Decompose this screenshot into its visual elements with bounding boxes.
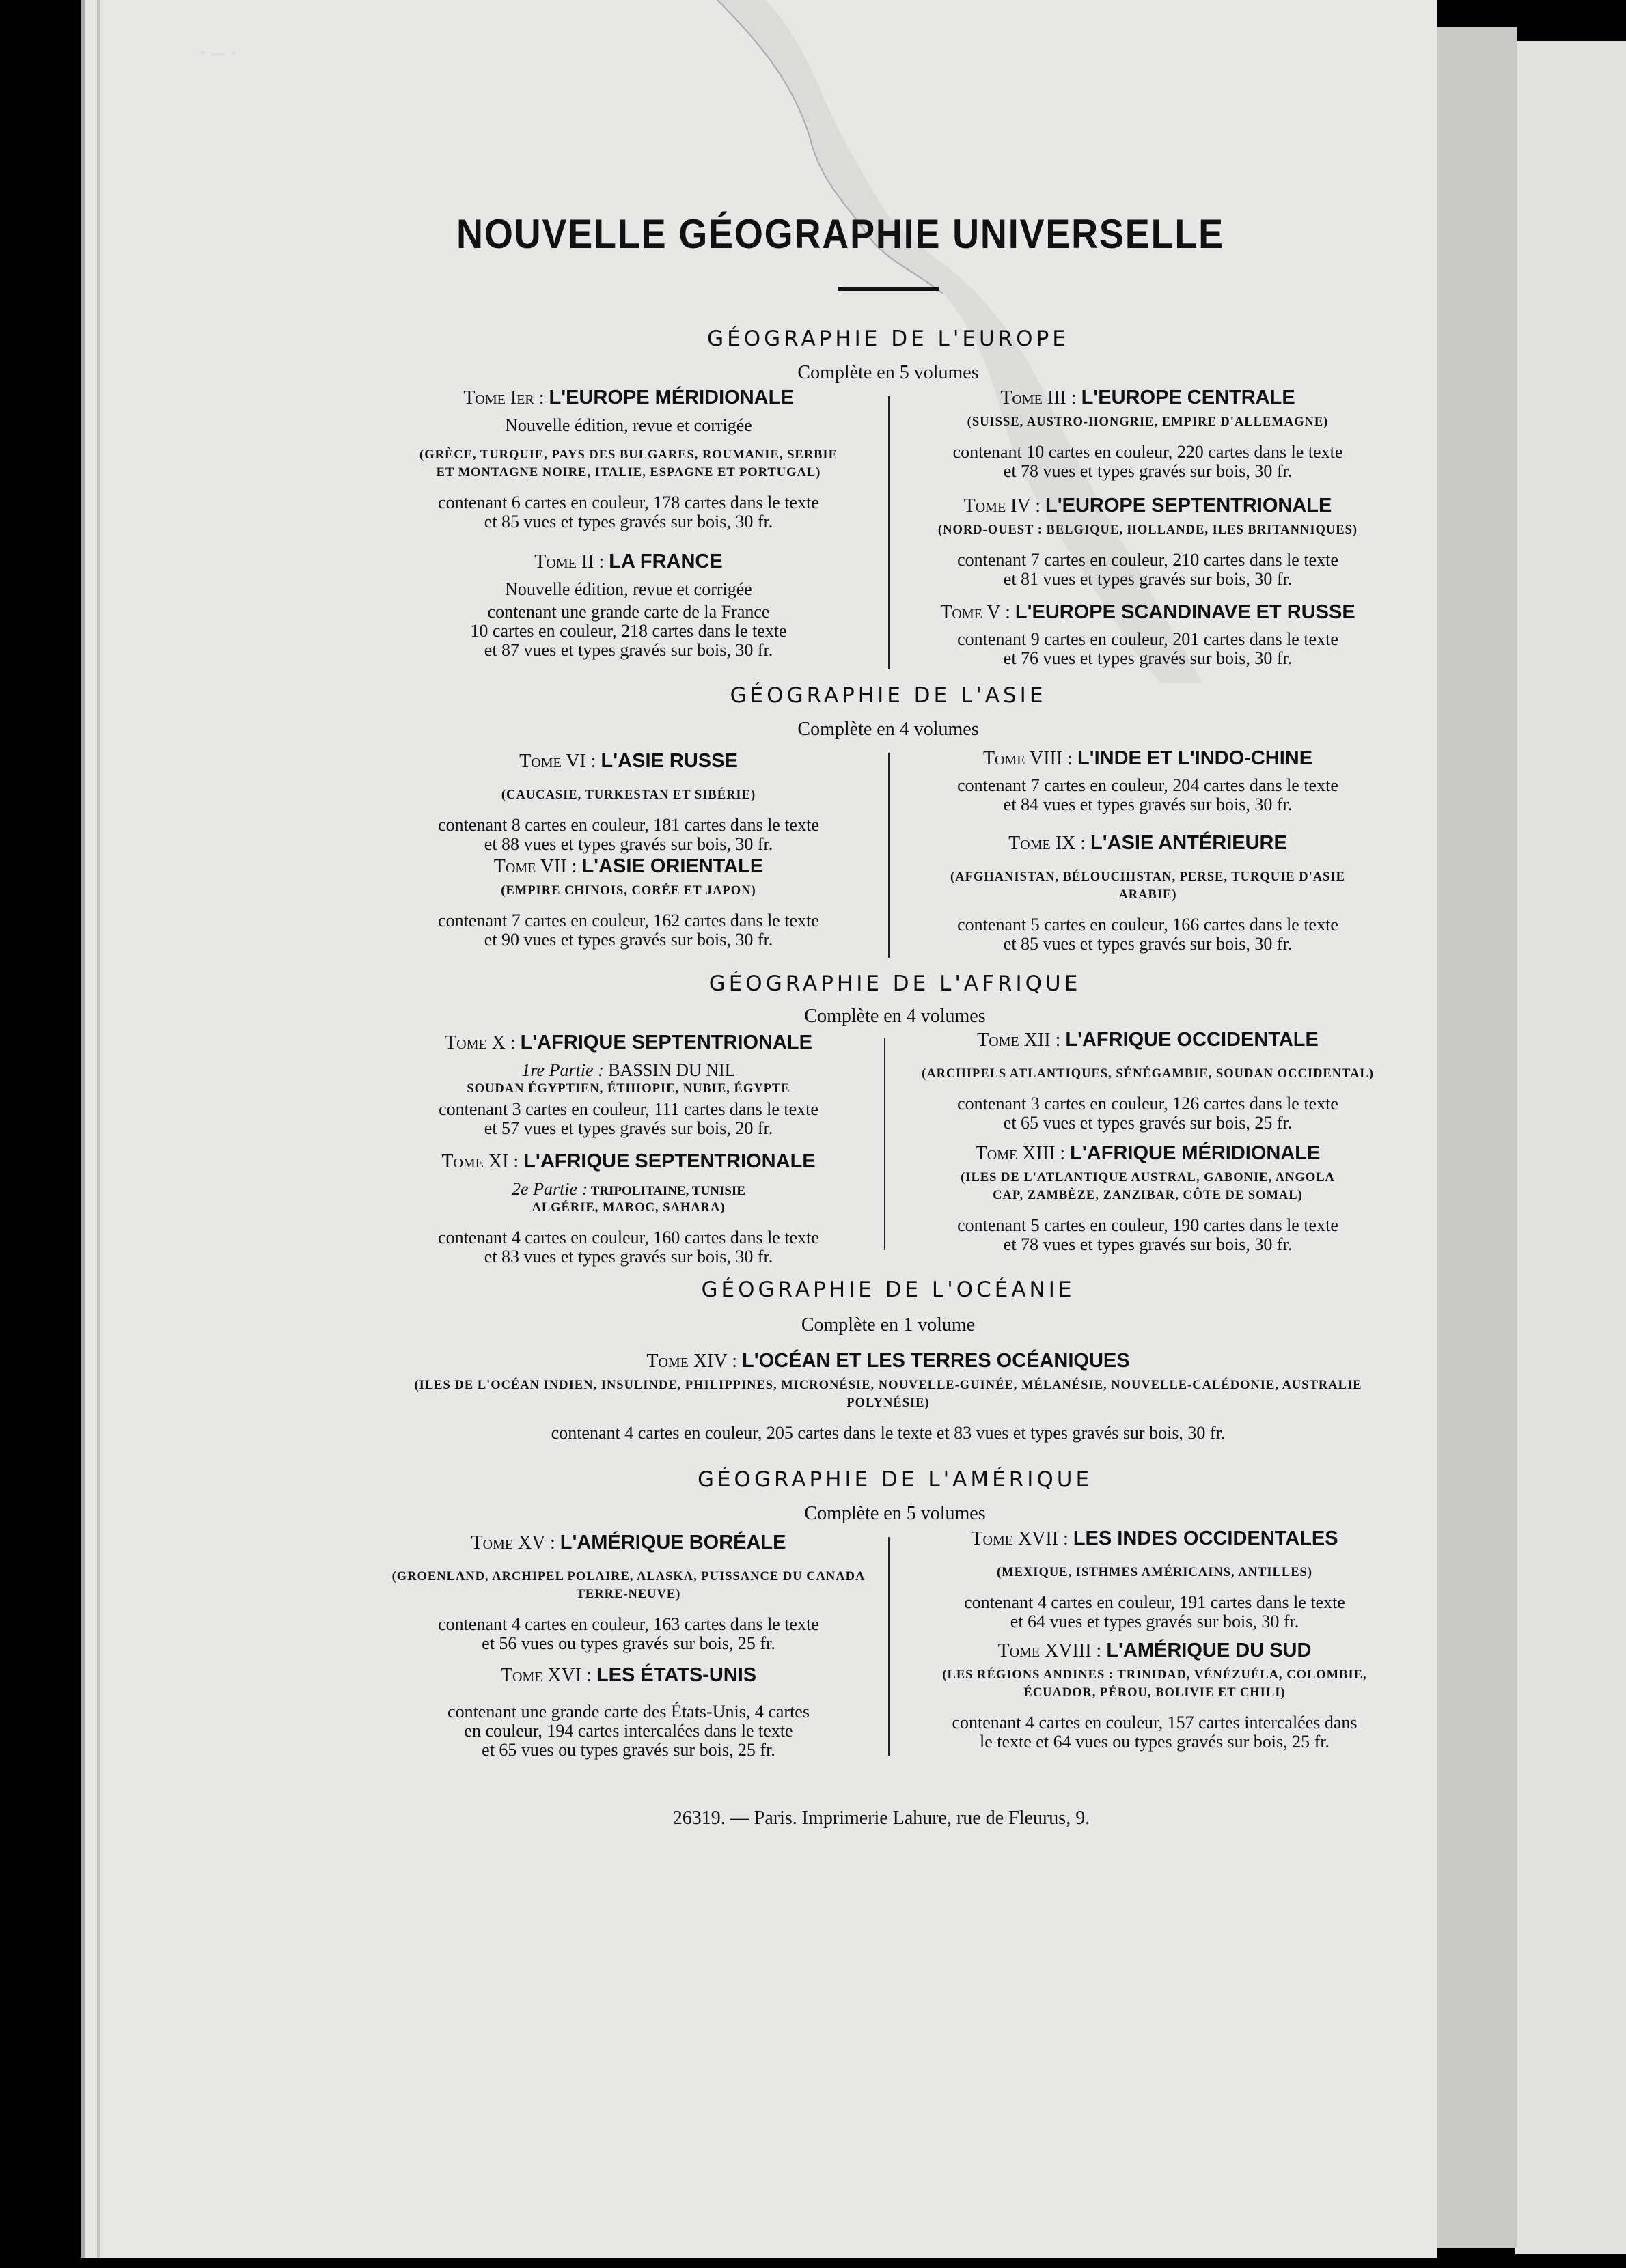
tome-number: Tome IV : <box>963 495 1045 516</box>
volume-title <box>738 601 1558 624</box>
volume-name: L'ASIE ORIENTALE <box>581 855 764 877</box>
volume-contents: et 83 vues et types gravés sur bois, 30 fr. <box>484 1247 773 1267</box>
volume-regions: (LES RÉGIONS ANDINES : TRINIDAD, VÉNÉZUÉLA, COLOMBIE, <box>942 1668 1367 1682</box>
volume-contents: contenant 7 cartes en couleur, 204 cartes dans le texte <box>957 775 1338 795</box>
part-text: BASSIN DU NIL <box>603 1060 736 1080</box>
volume-contents: contenant une grande carte de la France <box>487 602 770 622</box>
tome-number: Tome X : <box>445 1032 521 1053</box>
tome-number: Tome IX : <box>1008 833 1091 854</box>
volume-contents: et 85 vues et types gravés sur bois, 30 fr. <box>484 512 773 531</box>
volume-contents: et 81 vues et types gravés sur bois, 30 fr. <box>1003 569 1293 589</box>
tome-number: Tome XVIII : <box>997 1640 1107 1661</box>
part-label: 1re Partie : <box>521 1060 604 1080</box>
volume-edition-note: Nouvelle édition, revue et corrigée <box>505 579 752 599</box>
part-text: TRIPOLITAINE, TUNISIE <box>588 1184 745 1198</box>
volume-contents: et 64 vues et types gravés sur bois, 30 fr. <box>1010 1612 1299 1631</box>
printer-imprint: 26319. — Paris. Imprimerie Lahure, rue de Fleurus, 9. <box>672 1808 1090 1829</box>
volume-regions: (SUISSE, AUSTRO-HONGRIE, EMPIRE D'ALLEMAGNE) <box>967 415 1329 429</box>
volume-contents: contenant 10 cartes en couleur, 220 cartes dans le texte <box>952 442 1343 462</box>
volume-regions: (AFGHANISTAN, BÉLOUCHISTAN, PERSE, TURQUIE D'ASIE <box>950 870 1345 884</box>
part-label: 2e Partie : <box>512 1179 588 1199</box>
volume-name: L'INDE ET L'INDO-CHINE <box>1077 747 1313 769</box>
tome-number: Tome VIII : <box>982 748 1077 769</box>
volume-contents: contenant 5 cartes en couleur, 190 cartes dans le texte <box>957 1215 1338 1235</box>
volume-edition-note: Nouvelle édition, revue et corrigée <box>505 415 752 435</box>
volume-name: L'OCÉAN ET LES TERRES OCÉANIQUES <box>741 1350 1130 1372</box>
title-rule <box>838 287 939 291</box>
volume-contents: contenant 4 cartes en couleur, 163 cartes dans le texte <box>438 1614 819 1634</box>
volume-contents: et 88 vues et types gravés sur bois, 30 fr. <box>484 834 773 854</box>
section-heading: GÉOGRAPHIE DE L'AFRIQUE <box>708 971 1081 996</box>
volume-regions: CAP, ZAMBÈZE, ZANZIBAR, CÔTE DE SOMAL) <box>993 1189 1303 1202</box>
section-completion: Complète en 4 volumes <box>797 719 979 740</box>
volume-regions: (ARCHIPELS ATLANTIQUES, SÉNÉGAMBIE, SOUDAN OCCIDENTAL) <box>922 1067 1374 1081</box>
volume-title <box>738 832 1558 855</box>
tome-number: Tome XI : <box>441 1151 524 1172</box>
volume-regions: TERRE-NEUVE) <box>576 1588 681 1601</box>
volume-contents: contenant 3 cartes en couleur, 126 cartes dans le texte <box>957 1094 1338 1114</box>
tome-number: Tome V : <box>940 602 1015 623</box>
section-completion: Complète en 4 volumes <box>804 1006 986 1027</box>
volume-regions: (GRÈCE, TURQUIE, PAYS DES BULGARES, ROUMANIE, SERBIE <box>419 448 838 462</box>
volume-regions: (MEXIQUE, ISTHMES AMÉRICAINS, ANTILLES) <box>996 1566 1313 1579</box>
volume-contents: contenant 4 cartes en couleur, 160 cartes dans le texte <box>438 1228 819 1247</box>
tome-number: Tome III : <box>1000 387 1081 409</box>
volume-title <box>738 1029 1558 1051</box>
volume-contents: et 90 vues et types gravés sur bois, 30 fr. <box>484 930 773 950</box>
section-heading: GÉOGRAPHIE DE L'OCÉANIE <box>701 1277 1075 1302</box>
volume-contents: en couleur, 194 cartes intercalées dans le texte <box>464 1721 793 1741</box>
section-completion: Complète en 1 volume <box>801 1314 976 1336</box>
volume-name: L'AFRIQUE MÉRIDIONALE <box>1070 1142 1321 1164</box>
volume-contents: et 87 vues et types gravés sur bois, 30 fr. <box>484 640 773 660</box>
section-heading: GÉOGRAPHIE DE L'EUROPE <box>707 327 1069 351</box>
volume-contents: et 78 vues et types gravés sur bois, 30 fr. <box>1003 461 1293 481</box>
volume-name: L'AMÉRIQUE DU SUD <box>1106 1640 1312 1661</box>
volume-contents: contenant 3 cartes en couleur, 111 cartes dans le texte <box>439 1099 818 1119</box>
column-separator <box>884 1038 885 1250</box>
volume-name: L'ASIE RUSSE <box>601 750 738 772</box>
volume-name: L'AMÉRIQUE BORÉALE <box>560 1532 786 1553</box>
volume-contents: 10 cartes en couleur, 218 cartes dans le texte <box>470 621 787 641</box>
volume-title <box>738 1142 1558 1165</box>
volume-contents: le texte et 64 vues ou types gravés sur bois, 25 fr. <box>980 1732 1329 1752</box>
volume-contents: contenant 7 cartes en couleur, 162 cartes dans le texte <box>438 911 819 930</box>
volume-name: LA FRANCE <box>609 551 723 572</box>
column-separator <box>888 1537 890 1756</box>
volume-name: L'AFRIQUE OCCIDENTALE <box>1065 1029 1319 1051</box>
volume-contents: contenant 7 cartes en couleur, 210 cartes dans le texte <box>957 550 1338 570</box>
volume-contents: et 78 vues et types gravés sur bois, 30 fr. <box>1003 1234 1293 1254</box>
tome-number: Tome XIV : <box>646 1351 742 1372</box>
tome-number: Tome VI : <box>519 751 601 772</box>
tome-number: Tome XII : <box>977 1029 1066 1051</box>
volume-name: LES ÉTATS-UNIS <box>596 1664 757 1686</box>
volume-title <box>478 1350 1298 1372</box>
volume-contents: contenant 9 cartes en couleur, 201 cartes dans le texte <box>957 629 1338 649</box>
volume-title <box>738 495 1558 517</box>
margin-mark: ·‒· <box>198 38 241 69</box>
page-title: NOUVELLE GÉOGRAPHIE UNIVERSELLE <box>456 211 1224 257</box>
tome-number: Tome XVII : <box>971 1528 1073 1549</box>
volume-name: LES INDES OCCIDENTALES <box>1073 1527 1338 1549</box>
volume-regions: SOUDAN ÉGYPTIEN, ÉTHIOPIE, NUBIE, ÉGYPTE <box>467 1082 790 1096</box>
volume-contents: contenant 6 cartes en couleur, 178 cartes dans le texte <box>438 493 819 512</box>
volume-regions: POLYNÉSIE) <box>846 1396 930 1410</box>
volume-name: L'EUROPE SCANDINAVE ET RUSSE <box>1015 601 1355 623</box>
section-completion: Complète en 5 volumes <box>804 1503 986 1524</box>
volume-regions: (GROENLAND, ARCHIPEL POLAIRE, ALASKA, PUISSANCE DU CANADA <box>391 1570 866 1584</box>
volume-contents: et 76 vues et types gravés sur bois, 30 fr. <box>1003 648 1293 668</box>
volume-regions: (ILES DE L'OCÉAN INDIEN, INSULINDE, PHILIPPINES, MICRONÉSIE, NOUVELLE-GUINÉE, MÉLANÉSIE, NOUVELLE-CALÉDONIE, AUSTRALIE <box>414 1379 1362 1392</box>
volume-title <box>738 387 1558 409</box>
volume-regions: (EMPIRE CHINOIS, CORÉE ET JAPON) <box>501 884 756 898</box>
volume-regions: ET MONTAGNE NOIRE, ITALIE, ESPAGNE ET PORTUGAL) <box>436 466 821 480</box>
volume-contents: contenant 8 cartes en couleur, 181 cartes dans le texte <box>438 815 819 835</box>
volume-title <box>745 1640 1565 1662</box>
volume-contents: contenant une grande carte des États-Unis, 4 cartes <box>447 1702 810 1721</box>
volume-regions: ARABIE) <box>1118 888 1177 902</box>
column-separator <box>888 753 890 958</box>
volume-name: L'EUROPE SEPTENTRIONALE <box>1045 495 1332 516</box>
volume-title <box>738 747 1558 770</box>
tome-number: Tome VII : <box>493 856 582 877</box>
tome-number: Tome XIII : <box>975 1143 1071 1164</box>
tome-number: Tome XVI : <box>500 1665 596 1686</box>
volume-name: L'AFRIQUE SEPTENTRIONALE <box>520 1032 812 1053</box>
volume-name: L'EUROPE MÉRIDIONALE <box>549 387 794 409</box>
volume-name: L'ASIE ANTÉRIEURE <box>1090 832 1287 854</box>
volume-contents: contenant 4 cartes en couleur, 157 cartes intercalées dans <box>952 1713 1358 1732</box>
volume-regions: (CAUCASIE, TURKESTAN ET SIBÉRIE) <box>501 788 756 802</box>
section-completion: Complète en 5 volumes <box>797 362 979 383</box>
tome-number: Tome Ier : <box>463 387 549 409</box>
volume-contents: et 65 vues et types gravés sur bois, 25 fr. <box>1003 1113 1293 1133</box>
volume-contents: contenant 4 cartes en couleur, 205 cartes dans le texte et 83 vues et types gravés sur bois, 30 fr. <box>551 1423 1226 1443</box>
volume-title <box>745 1527 1565 1550</box>
section-heading: GÉOGRAPHIE DE L'ASIE <box>730 683 1047 708</box>
volume-name: L'AFRIQUE SEPTENTRIONALE <box>523 1150 816 1172</box>
volume-regions: (ILES DE L'ATLANTIQUE AUSTRAL, GABONIE, ANGOLA <box>961 1171 1335 1185</box>
volume-regions: (NORD-OUEST : BELGIQUE, HOLLANDE, ILES BRITANNIQUES) <box>937 523 1358 537</box>
volume-regions: ALGÉRIE, MAROC, SAHARA) <box>532 1201 726 1215</box>
section-heading: GÉOGRAPHIE DE L'AMÉRIQUE <box>697 1467 1093 1492</box>
volume-regions: ÉCUADOR, PÉROU, BOLIVIE ET CHILI) <box>1023 1686 1286 1700</box>
tome-number: Tome II : <box>534 551 609 572</box>
volume-contents: et 85 vues et types gravés sur bois, 30 fr. <box>1003 934 1293 954</box>
volume-name: L'EUROPE CENTRALE <box>1081 387 1295 409</box>
column-separator <box>888 396 890 669</box>
volume-contents: et 65 vues ou types gravés sur bois, 25 fr. <box>482 1740 775 1760</box>
tome-number: Tome XV : <box>471 1532 560 1553</box>
volume-contents: et 84 vues et types gravés sur bois, 30 fr. <box>1003 794 1293 814</box>
volume-contents: contenant 5 cartes en couleur, 166 cartes dans le texte <box>957 915 1338 935</box>
volume-contents: et 56 vues ou types gravés sur bois, 25 fr. <box>482 1633 775 1653</box>
volume-contents: et 57 vues et types gravés sur bois, 20 fr. <box>484 1118 773 1138</box>
volume-contents: contenant 4 cartes en couleur, 191 cartes dans le texte <box>964 1592 1345 1612</box>
